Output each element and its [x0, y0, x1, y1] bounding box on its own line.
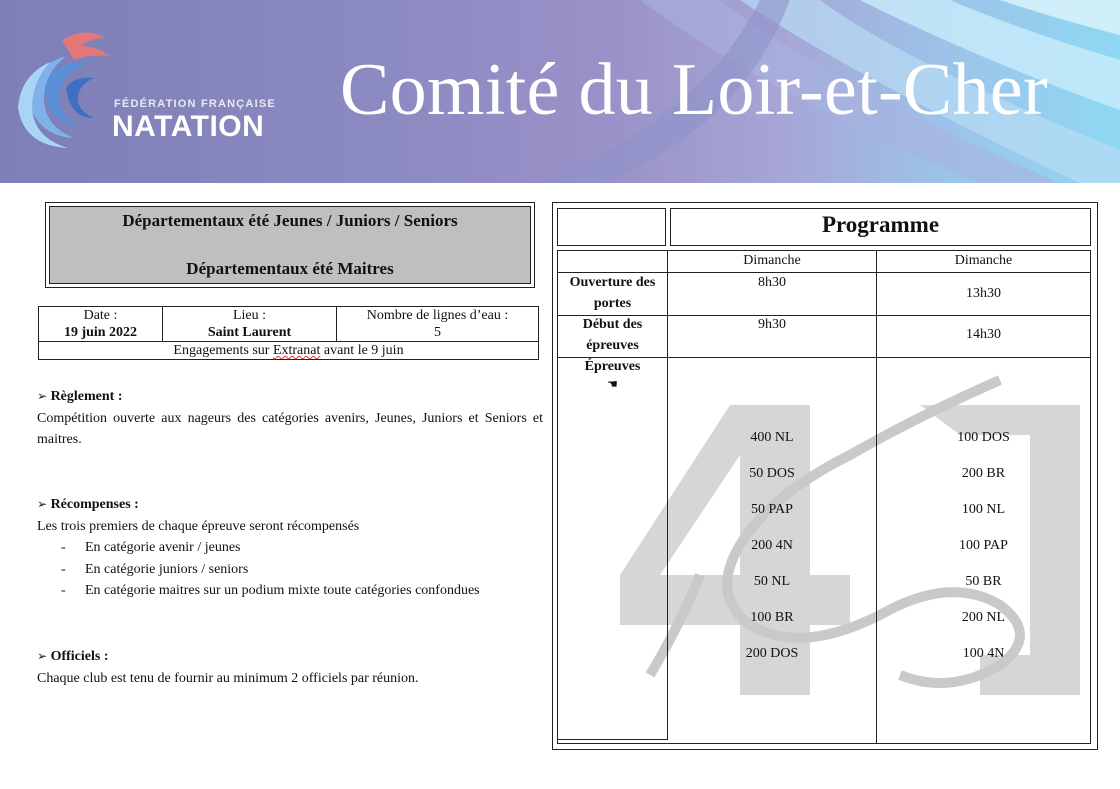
- arrow-bullet-icon: ➢: [37, 649, 48, 663]
- programme-grid-line: [557, 739, 668, 740]
- extranat-link[interactable]: Extranat: [272, 343, 321, 358]
- event-title-inner: [49, 206, 531, 284]
- programme-corner-cell: [557, 208, 666, 246]
- list-item: 200 BR: [961, 466, 1006, 481]
- reglement-heading: [37, 386, 543, 408]
- event-info-table: [38, 306, 539, 360]
- doors-label: Ouverture des portes: [569, 275, 656, 311]
- list-item: 100 4N: [962, 646, 1005, 661]
- page-title: Comité du Loir-et-Cher: [340, 49, 1048, 131]
- date-label: Date :: [83, 308, 118, 323]
- arrow-bullet-icon: ➢: [37, 389, 48, 403]
- event-title-line-1: Départementaux été Jeunes / Juniors / Seniors: [122, 211, 458, 230]
- arrow-bullet-icon: ➢: [37, 497, 48, 511]
- reglement-title: Règlement :: [50, 389, 123, 404]
- day1-header: Dimanche: [743, 253, 801, 268]
- logo-federation-text: FÉDÉRATION FRANÇAISE: [114, 98, 276, 110]
- list-item: 200 4N: [751, 538, 793, 553]
- officiels-title: Officiels :: [50, 649, 109, 664]
- list-item: 200 NL: [961, 610, 1006, 625]
- list-item: 50 DOS: [749, 466, 795, 481]
- recompenses-section: [37, 494, 543, 602]
- list-item: 400 NL: [750, 430, 794, 445]
- entries-suffix: avant le 9 juin: [320, 343, 404, 358]
- place-value: Saint Laurent: [207, 325, 292, 340]
- entries-cell: [39, 342, 539, 360]
- programme-grid-line: [557, 743, 1091, 744]
- list-item: - En catégorie avenir / jeunes: [61, 540, 241, 555]
- programme-title: Programme: [670, 208, 1091, 246]
- ffn-rooster-icon: [14, 26, 124, 156]
- lanes-cell: [337, 307, 539, 342]
- list-item: - En catégorie maitres sur un podium mixte toute catégories confondues: [61, 583, 480, 598]
- start-time-day1: 9h30: [758, 317, 786, 332]
- events-day2-list: [877, 428, 1090, 680]
- event-title-line-2: Départementaux été Maitres: [186, 259, 394, 278]
- officiels-text: Chaque club est tenu de fournir au minimum 2 officiels par réunion.: [37, 670, 419, 686]
- events-label: Épreuves ☚: [558, 356, 667, 391]
- list-item: - En catégorie juniors / seniors: [61, 561, 249, 577]
- reglement-text: Compétition ouverte aux nageurs des catégories avenirs, Jeunes, Juniors et Seniors et maitres.: [37, 410, 543, 447]
- date-value: 19 juin 2022: [63, 325, 138, 340]
- recompenses-title: Récompenses :: [50, 497, 139, 512]
- list-item: 100 DOS: [957, 430, 1010, 445]
- recompenses-heading: [37, 494, 543, 516]
- header-banner: [0, 0, 1120, 183]
- list-item: 200 DOS: [745, 646, 799, 661]
- doors-time-day1: 8h30: [758, 275, 786, 290]
- place-label: Lieu :: [232, 308, 267, 323]
- start-time-day2: 14h30: [966, 327, 1001, 342]
- start-label: Début des épreuves: [582, 317, 643, 353]
- list-item: 50 BR: [965, 574, 1002, 589]
- place-cell: [163, 307, 337, 342]
- list-item: 100 PAP: [959, 538, 1008, 553]
- day2-header: Dimanche: [954, 253, 1013, 268]
- pointing-hand-icon: ☚: [607, 377, 618, 391]
- lanes-label: Nombre de lignes d’eau :: [366, 308, 509, 323]
- officiels-section: [37, 646, 543, 689]
- doors-time-day2: 13h30: [966, 286, 1001, 301]
- recompenses-intro: Les trois premiers de chaque épreuve seront récompensés: [37, 518, 360, 534]
- events-day1-list: [668, 428, 876, 680]
- programme-grid-line: [1090, 250, 1091, 744]
- list-item: 100 BR: [750, 610, 794, 625]
- date-cell: [39, 307, 163, 342]
- logo-natation-text: NATATION: [112, 110, 265, 143]
- lanes-value: 5: [434, 325, 441, 340]
- list-item: 50 PAP: [751, 502, 793, 517]
- list-item: 50 NL: [753, 574, 791, 589]
- ffn-logo: [14, 26, 304, 156]
- officiels-heading: [37, 646, 543, 668]
- entries-prefix: Engagements sur: [173, 343, 273, 358]
- list-item: 100 NL: [961, 502, 1006, 517]
- event-title-box: [45, 202, 535, 288]
- reglement-section: [37, 386, 543, 451]
